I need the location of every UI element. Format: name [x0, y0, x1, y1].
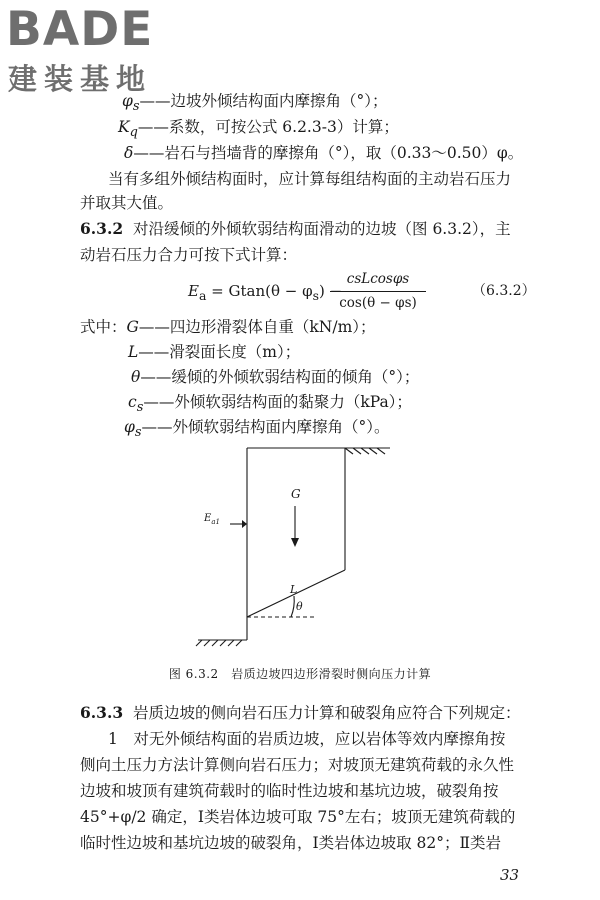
gravity-arrowhead — [291, 538, 299, 547]
definition-phi-s-2: $\varphi_s——$外倾软弱结构面内摩擦角（°）。 — [124, 418, 390, 441]
definition-phi-s: $\varphi_s——$边坡外倾结构面内摩擦角（°）； — [122, 92, 388, 115]
definition-cs: $c_s——$外倾软弱结构面的黏聚力（kPa）； — [128, 393, 412, 416]
label-l: L — [290, 583, 298, 596]
section-6-3-3-line: 临时性边坡和基坑边坡的破裂角，Ⅰ类岩体边坡取 82°；Ⅱ类岩 — [80, 834, 502, 852]
label-ea1: $E_{a1}$ — [204, 513, 220, 526]
section-6-3-3-line: 边坡和坡顶有建筑荷载时的临时性边坡和基坑边坡，破裂角按 — [80, 782, 499, 800]
paragraph-line: 并取其大值。 — [80, 194, 174, 212]
section-6-3-3-line: 侧向土压力方法计算侧向岩石压力；对坡顶无建筑荷载的永久性 — [80, 756, 515, 774]
logo-wordmark: BADE — [6, 2, 154, 57]
equation-number: （6.3.2） — [472, 283, 536, 299]
figure-caption: 图 6.3.2 岩质边坡四边形滑裂时侧向压力计算 — [168, 667, 432, 681]
label-theta: θ — [296, 600, 303, 613]
definition-theta: θ——缓倾的外倾软弱结构面的倾角（°）； — [131, 368, 420, 386]
section-6-3-3-heading: 6.3.3 岩质边坡的侧向岩石压力计算和破裂角应符合下列规定： — [80, 703, 521, 722]
pressure-arrowhead — [242, 520, 247, 528]
section-6-3-2-line: 动岩石压力合力可按下式计算： — [80, 246, 298, 264]
definition-g: 式中：G——四边形滑裂体自重（kN/m）； — [80, 318, 376, 336]
formula-fraction: csLcosφs cos(θ − φs) — [330, 270, 426, 313]
definition-l: L——滑裂面长度（m）； — [128, 343, 301, 361]
section-6-3-2-heading: 6.3.2 对沿缓倾的外倾软弱结构面滑动的边坡（图 6.3.2），主 — [80, 219, 511, 238]
page-number: 33 — [500, 866, 520, 884]
section-6-3-3-line: 45°+φ/2 确定，Ⅰ类岩体边坡可取 75°左右；坡顶无建筑荷载的 — [80, 808, 516, 826]
logo-subtitle: 建装基地 — [8, 62, 153, 96]
paragraph-line: 当有多组外倾结构面时，应计算每组结构面的主动岩石压力 — [108, 170, 512, 188]
theta-arc — [291, 596, 294, 617]
definition-kq: $K_q——$系数，可按公式 6.2.3-3）计算； — [118, 118, 399, 141]
slope-diagram — [190, 440, 410, 650]
definition-delta: δ——岩石与挡墙背的摩擦角（°），取（0.33～0.50）φ。 — [124, 144, 524, 162]
section-6-3-3-line: 1 对无外倾结构面的岩质边坡，应以岩体等效内摩擦角按 — [108, 730, 506, 748]
label-g: G — [291, 487, 301, 501]
logo — [6, 2, 181, 102]
